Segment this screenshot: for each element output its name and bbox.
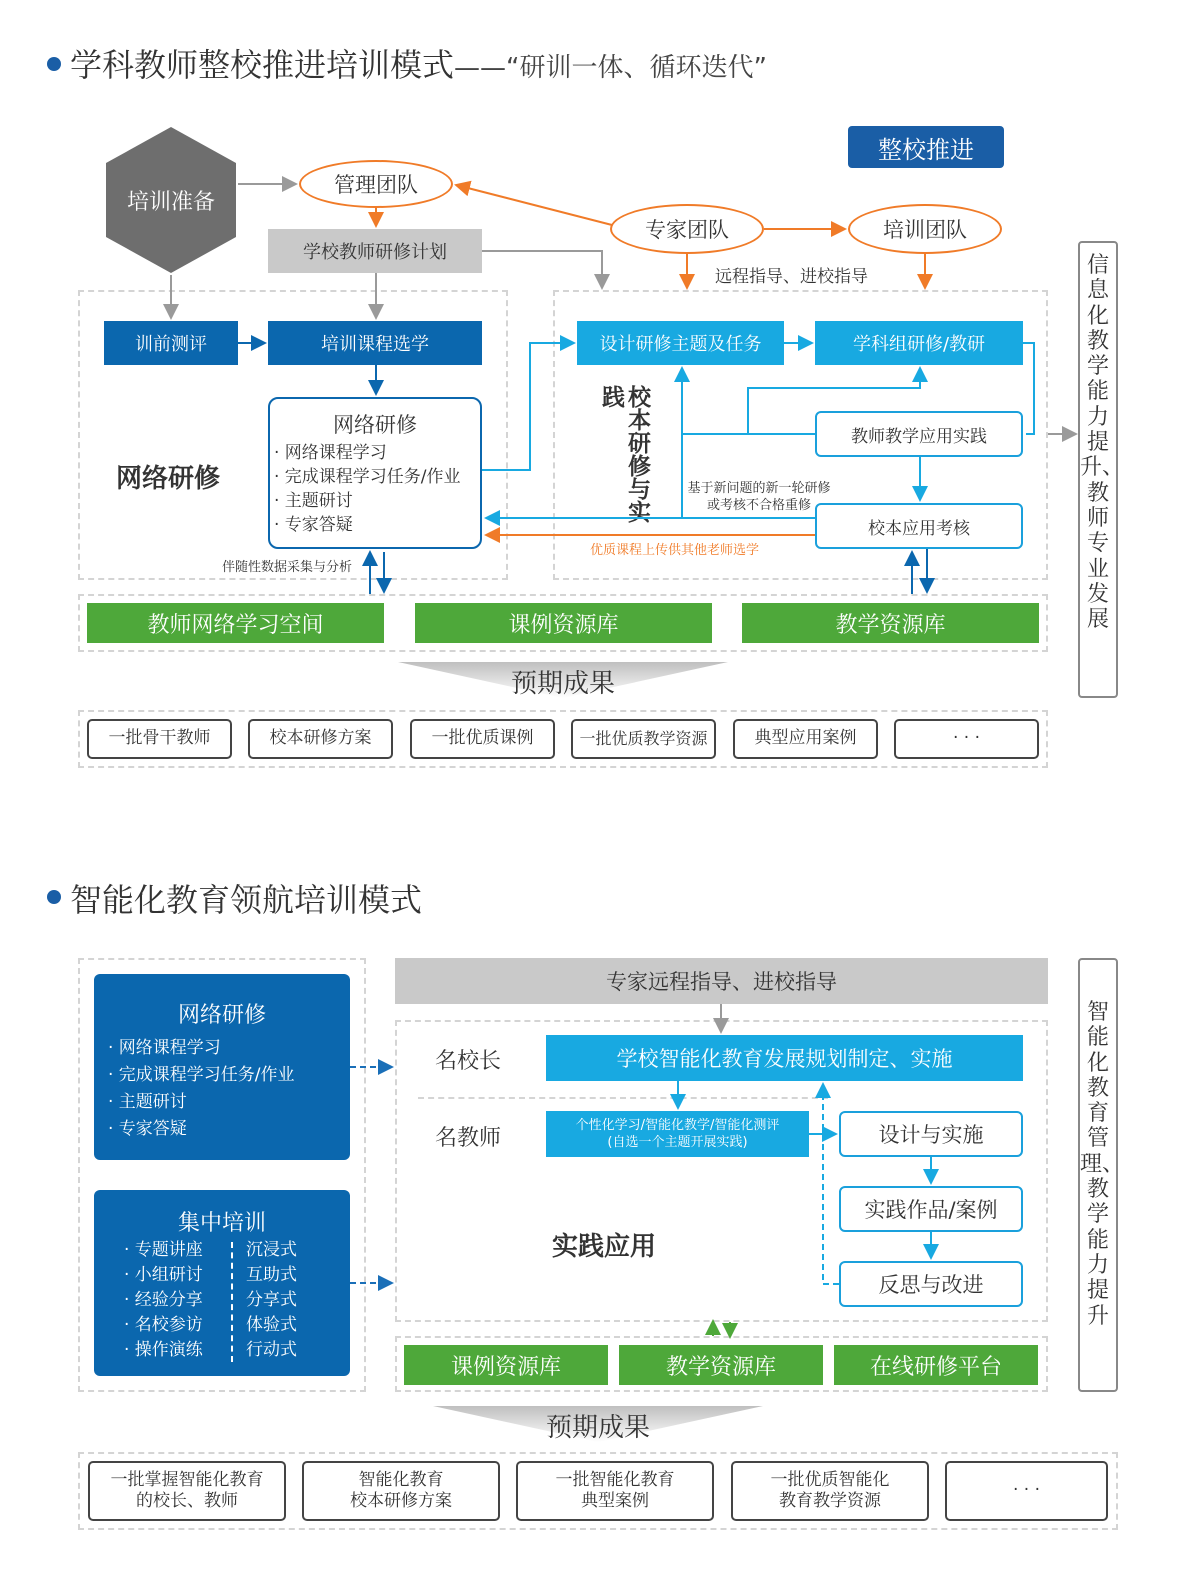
list-item: · 专家答疑 <box>274 515 353 535</box>
outcome-item: 一批优质智能化 教育教学资源 <box>731 1461 929 1521</box>
management-team-oval: 管理团队 <box>299 160 453 208</box>
badge-whole-school: 整校推进 <box>848 126 1004 168</box>
practice-label: 实践应用 <box>552 1232 657 1262</box>
section1-sidebar: 信息化教学能力提升、教师专业发展 <box>1078 241 1118 698</box>
list-item: · 名校参访 <box>124 1315 203 1335</box>
outcome-title-2: 预期成果 <box>545 1412 650 1443</box>
section2-sidebar: 智能化教育管理、教学能力提升 <box>1078 958 1118 1392</box>
list-item: · 主题研讨 <box>274 491 353 511</box>
teaching-practice-box: 教师教学应用实践 <box>815 411 1023 457</box>
outcome-item: · · · <box>945 1461 1108 1521</box>
teacher-task-box: 个性化学习/智能化教学/智能化测评 (自选一个主题开展实践) <box>546 1111 809 1157</box>
subject-group-box: 学科组研修/教研 <box>815 321 1023 365</box>
list-item: 分享式 <box>246 1290 297 1310</box>
plan-box: 学校教师研修计划 <box>268 229 482 273</box>
outcome-item: 一批优质课例 <box>410 719 555 759</box>
pre-assessment-box: 训前测评 <box>104 321 238 365</box>
teacher-label: 名教师 <box>435 1126 502 1151</box>
new-round-note: 基于新问题的新一轮研修 或考核不合格重修 <box>687 481 831 513</box>
hexagon-label: 培训准备 <box>126 189 215 215</box>
data-collect-note: 伴随性数据采集与分析 <box>222 560 353 575</box>
list-item: · 完成课程学习任务/作业 <box>108 1065 295 1085</box>
outcome-title: 预期成果 <box>510 668 615 699</box>
platform-case-library: 课例资源库 <box>415 603 712 643</box>
outcome-item: 智能化教育 校本研修方案 <box>302 1461 500 1521</box>
outcome-item: 一批优质教学资源 <box>571 719 716 759</box>
list-item: · 专题讲座 <box>124 1240 203 1260</box>
list-item: · 主题研讨 <box>108 1092 187 1112</box>
school-assessment-box: 校本应用考核 <box>815 503 1023 549</box>
design-task-box: 设计研修主题及任务 <box>577 321 784 365</box>
list-item: 行动式 <box>246 1340 297 1360</box>
reflect-box: 反思与改进 <box>839 1261 1023 1307</box>
school-region-label: 校本研修与实践 <box>598 385 650 523</box>
platform-case-library-2: 课例资源库 <box>404 1345 608 1385</box>
platform-teaching-resources: 教学资源库 <box>742 603 1039 643</box>
outcome-item: 一批智能化教育 典型案例 <box>516 1461 714 1521</box>
quality-upload-note: 优质课程上传供其他老师选学 <box>590 543 760 558</box>
section1-subtitle: ——“研训一体、循环迭代” <box>454 53 767 83</box>
online-research-title-2: 网络研修 <box>177 1003 266 1028</box>
outcome-item: 典型应用案例 <box>733 719 878 759</box>
expert-guidance-bar: 专家远程指导、进校指导 <box>395 958 1048 1004</box>
remote-guidance-label: 远程指导、进校指导 <box>715 267 868 287</box>
central-training-title: 集中培训 <box>177 1211 266 1236</box>
outcome-item: · · · <box>894 719 1039 759</box>
list-item: · 小组研讨 <box>124 1265 203 1285</box>
course-selection-box: 培训课程选学 <box>268 321 482 365</box>
works-box: 实践作品/案例 <box>839 1186 1023 1232</box>
list-item: · 经验分享 <box>124 1290 203 1310</box>
principal-label: 名校长 <box>435 1049 502 1074</box>
platform-online-research: 在线研修平台 <box>834 1345 1038 1385</box>
outcome-item: 一批掌握智能化教育 的校长、教师 <box>88 1461 286 1521</box>
platform-teaching-resources-2: 教学资源库 <box>619 1345 823 1385</box>
list-item: · 网络课程学习 <box>108 1038 221 1058</box>
expert-team-oval: 专家团队 <box>610 204 764 254</box>
list-item: · 操作演练 <box>124 1340 203 1360</box>
section1-title-text: 学科教师整校推进培训模式 <box>70 46 455 84</box>
online-region-label: 网络研修 <box>116 464 221 494</box>
platform-learning-space: 教师网络学习空间 <box>87 603 384 643</box>
list-item: 互助式 <box>246 1265 297 1285</box>
online-research-title: 网络研修 <box>333 413 417 437</box>
training-team-oval: 培训团队 <box>848 204 1002 254</box>
list-item: · 完成课程学习任务/作业 <box>274 467 461 487</box>
outcome-item: 一批骨干教师 <box>87 719 232 759</box>
list-item: 体验式 <box>246 1315 297 1335</box>
list-item: · 网络课程学习 <box>274 443 387 463</box>
outcome-item: 校本研修方案 <box>248 719 393 759</box>
list-item: · 专家答疑 <box>108 1119 187 1139</box>
design-impl-box: 设计与实施 <box>839 1111 1023 1157</box>
section2-title: 智能化教育领航培训模式 <box>70 881 423 919</box>
list-item: 沉浸式 <box>246 1240 297 1260</box>
principal-task-box: 学校智能化教育发展规划制定、实施 <box>546 1035 1023 1081</box>
